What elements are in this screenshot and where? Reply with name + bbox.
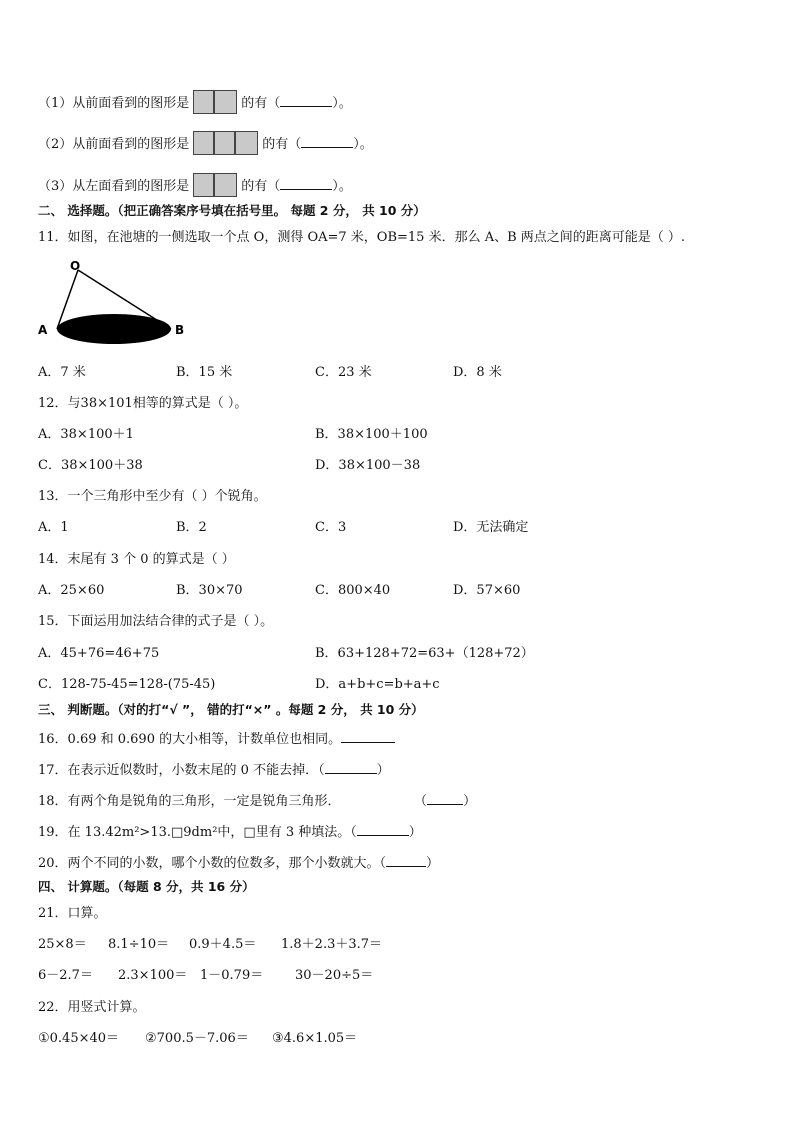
q18-end: ） [463, 794, 477, 809]
q13-option-c[interactable]: C．3 [315, 520, 347, 535]
q11-option-a[interactable]: A．7 米 [38, 365, 86, 380]
section-2-title: 二、 选择题。（把正确答案序号填在括号里。 每题 2 分， 共 10 分） [38, 203, 426, 218]
answer-blank[interactable] [280, 94, 332, 107]
q21-r2-c1: 6－2.7＝ [38, 968, 93, 983]
q21-r1-c1: 25×8＝ [38, 937, 87, 952]
q14-stem: 14．末尾有 3 个 0 的算式是（ ） [38, 552, 235, 567]
pond-figure [30, 256, 200, 352]
q14-option-d[interactable]: D．57×60 [453, 583, 521, 598]
q16-stem: 16．0.69 和 0.690 的大小相等，计数单位也相同。 [38, 732, 342, 747]
q11-option-c[interactable]: C．23 米 [315, 365, 372, 380]
answer-blank[interactable] [280, 177, 332, 190]
q12-option-a[interactable]: A．38×100＋1 [38, 427, 134, 442]
q13-option-a[interactable]: A．1 [38, 520, 69, 535]
q22-item-3: ③4.6×1.05＝ [272, 1031, 358, 1046]
section-3-title: 三、 判断题。（对的打“√ ”， 错的打“×” 。每题 2 分， 共 10 分） [38, 702, 424, 717]
two-square-view-figure [193, 173, 237, 197]
q22-item-2: ②700.5－7.06＝ [145, 1031, 249, 1046]
q21-r1-c3: 0.9＋4.5＝ [189, 937, 257, 952]
q18-line [38, 792, 476, 810]
q21-stem: 21．口算。 [38, 906, 107, 921]
q15-option-d[interactable]: D．a+b+c=b+a+c [315, 677, 440, 692]
q10-item-3-end: ）。 [332, 179, 352, 194]
q10-item-1 [38, 90, 352, 114]
q22-stem: 22．用竖式计算。 [38, 1000, 146, 1015]
q17-end: ） [376, 763, 390, 778]
q10-item-1-prefix: （1）从前面看到的图形是 [38, 96, 190, 111]
answer-blank[interactable] [325, 761, 377, 774]
q20-end: ） [426, 856, 440, 871]
q15-stem: 15．下面运用加法结合律的式子是（ ）。 [38, 614, 274, 629]
answer-blank[interactable] [341, 730, 395, 743]
q19-end: ） [408, 825, 422, 840]
q19-stem: 19．在 13.42m²>13.□9dm²中，□里有 3 种填法。（ [38, 825, 357, 840]
q18-stem: 18．有两个角是锐角的三角形，一定是锐角三角形． [38, 794, 341, 809]
q12-option-d[interactable]: D．38×100－38 [315, 458, 421, 473]
q15-option-c[interactable]: C．128-75-45=128-(75-45) [38, 677, 216, 692]
q18-open: （ [420, 794, 428, 809]
q10-item-2 [38, 131, 373, 155]
q11-option-b[interactable]: B．15 米 [176, 365, 233, 380]
q10-item-1-suffix: 的有（ [241, 96, 281, 111]
q12-option-c[interactable]: C．38×100＋38 [38, 458, 143, 473]
q12-stem: 12．与38×101相等的算式是（ ）。 [38, 396, 248, 411]
section-4-title: 四、 计算题。（每题 8 分，共 16 分） [38, 879, 255, 894]
q20-stem: 20．两个不同的小数，哪个小数的位数多，那个小数就大。（ [38, 856, 387, 871]
q21-r2-c4: 30－20÷5＝ [295, 968, 374, 983]
q10-item-3-suffix: 的有（ [241, 179, 281, 194]
answer-blank[interactable] [357, 823, 409, 836]
q14-option-b[interactable]: B．30×70 [176, 583, 243, 598]
q21-r1-c2: 8.1÷10＝ [108, 937, 170, 952]
q11-option-d[interactable]: D．8 米 [453, 365, 502, 380]
q13-option-b[interactable]: B．2 [176, 520, 207, 535]
answer-blank[interactable] [386, 854, 426, 867]
answer-blank[interactable] [301, 135, 353, 148]
answer-blank[interactable] [427, 792, 463, 805]
q10-item-2-suffix: 的有（ [262, 137, 302, 152]
q21-r2-c2: 2.3×100＝ [118, 968, 188, 983]
q10-item-1-end: ）。 [332, 96, 352, 111]
q13-stem: 13．一个三角形中至少有（ ）个锐角。 [38, 489, 267, 504]
point-b-label: B [175, 323, 185, 337]
point-a-label: A [38, 323, 48, 337]
q17-stem: 17．在表示近似数时，小数末尾的 0 不能去掉．（ [38, 763, 325, 778]
q10-item-3 [38, 173, 352, 197]
three-square-view-figure [193, 131, 258, 155]
q20-line [38, 854, 439, 872]
q13-option-d[interactable]: D．无法确定 [453, 520, 529, 535]
q14-option-c[interactable]: C．800×40 [315, 583, 391, 598]
q14-option-a[interactable]: A．25×60 [38, 583, 105, 598]
point-o-label: O [70, 259, 81, 273]
q19-line [38, 823, 422, 841]
q11-stem: 11．如图，在池塘的一侧选取一个点 O，测得 OA=7 米，OB=15 米．那么 A、B 两点之间的距离可能是（ ）. [38, 230, 686, 245]
q12-option-b[interactable]: B．38×100＋100 [315, 427, 428, 442]
q15-option-a[interactable]: A．45+76=46+75 [38, 646, 160, 661]
q10-item-2-end: ）。 [353, 137, 373, 152]
q22-item-1: ①0.45×40＝ [38, 1031, 120, 1046]
q17-line [38, 761, 390, 779]
q21-r2-c3: 1－0.79＝ [200, 968, 264, 983]
q10-item-2-prefix: （2）从前面看到的图形是 [38, 137, 190, 152]
q10-item-3-prefix: （3）从左面看到的图形是 [38, 179, 190, 194]
two-square-view-figure [193, 90, 237, 114]
q21-r1-c4: 1.8＋2.3＋3.7＝ [281, 937, 383, 952]
q15-option-b[interactable]: B．63+128+72=63+（128+72） [315, 646, 534, 661]
q16-line [38, 730, 395, 748]
